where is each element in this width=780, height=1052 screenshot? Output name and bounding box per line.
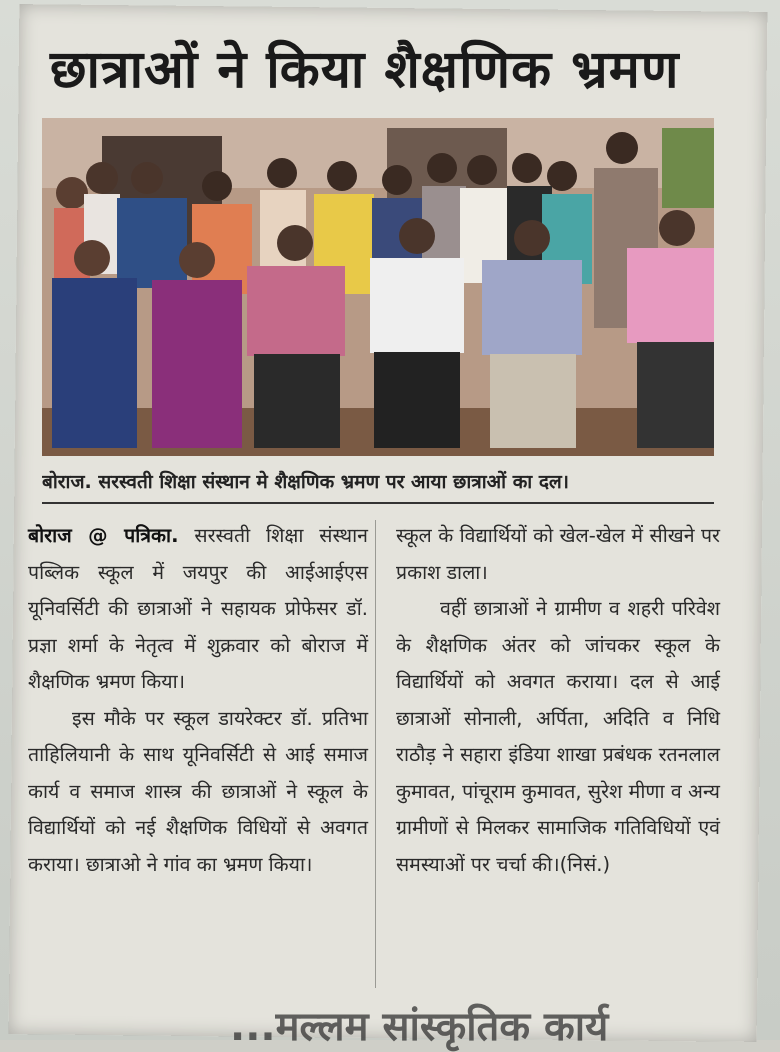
article-column-left xyxy=(28,518,368,883)
paragraph-text: सरस्वती शिक्षा संस्थान पब्लिक स्कूल में जयपुर की आईआईएस यूनिवर्सिटी की छात्राओं ने सहायक प्रोफेसर डॉ. प्रज्ञा शर्मा के नेतृत्व में शुक्रवार को बोराज में शैक्षणिक भ्रमण किया। xyxy=(28,524,368,693)
group-photo-illustration xyxy=(42,118,714,456)
article-paragraph: इस मौके पर स्कूल डायरेक्टर डॉ. प्रतिभा ताहिलियानी के साथ यूनिवर्सिटी से आई समाज कार्य व समाज शास्त्र की छात्राओं ने स्कूल के विद्यार्थियों को नई शैक्षणिक विधियों से अवगत कराया। छात्राओ ने गांव का भ्रमण किया। xyxy=(28,706,368,876)
dateline: बोराज @ पत्रिका. xyxy=(28,524,179,547)
article-headline: छात्राओं ने किया शैक्षणिक भ्रमण xyxy=(50,40,680,100)
article-paragraph: स्कूल के विद्यार्थियों को खेल-खेल में सीखने पर प्रकाश डाला। xyxy=(396,524,720,584)
photo-caption: बोराज. सरस्वती शिक्षा संस्थान मे शैक्षणिक भ्रमण पर आया छात्राओं का दल। xyxy=(42,462,714,504)
article-paragraph xyxy=(28,518,368,701)
article-paragraph: वहीं छात्राओं ने ग्रामीण व शहरी परिवेश के शैक्षणिक अंतर को जांचकर स्कूल के विद्यार्थियों को अवगत कराया। दल से आई छात्राओं सोनाली, अर्पिता, अदिति व निधि राठौड़ ने सहारा इंडिया शाखा प्रबंधक रतनलाल कुमावत, पांचूराम कुमावत, सुरेश मीणा व अन्य ग्रामीणों से मिलकर सामाजिक गतिविधियों एवं समस्याओं पर चर्चा की।(निसं.) xyxy=(396,597,720,876)
group-photo xyxy=(42,118,714,456)
article-column-right xyxy=(396,518,720,883)
column-divider xyxy=(375,520,376,988)
next-article-headline-partial: ...मल्लम सांस्कृतिक कार्य xyxy=(230,1004,609,1050)
